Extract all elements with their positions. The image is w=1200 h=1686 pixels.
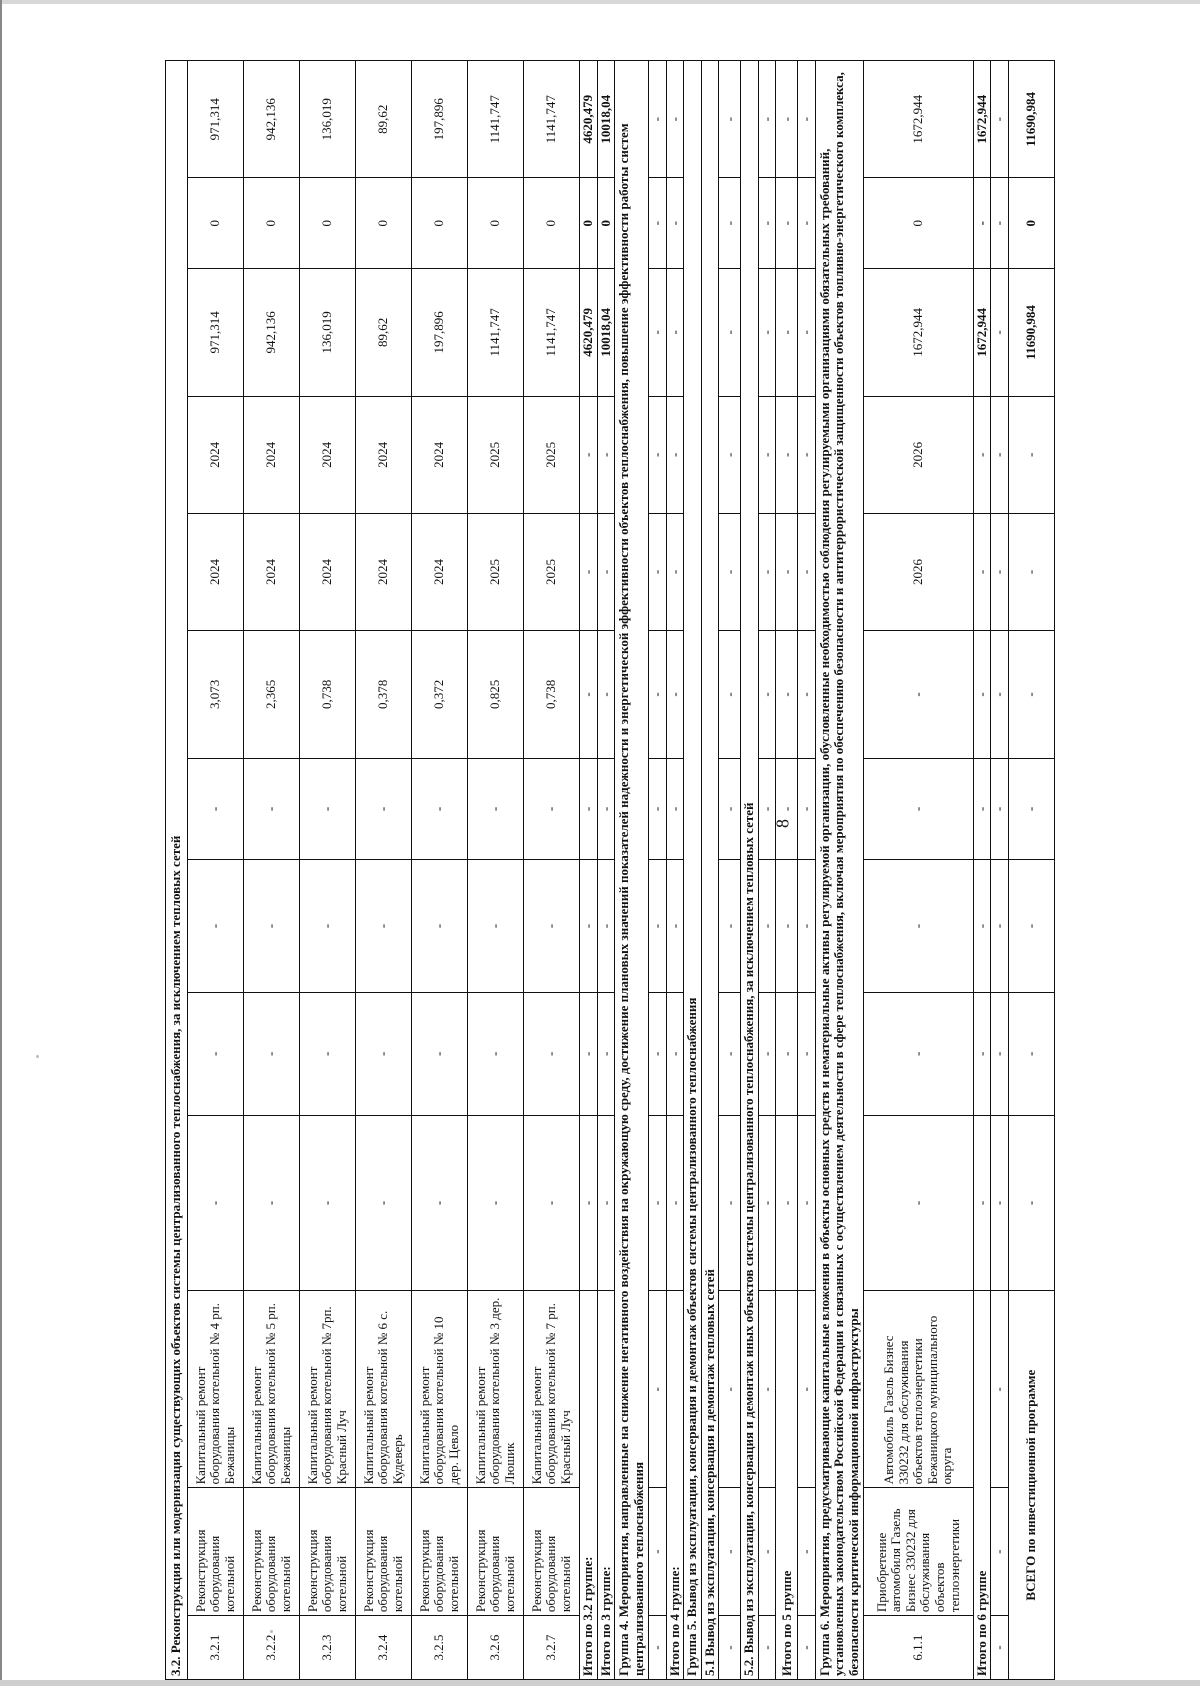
section-5-1-title: 5.1 Вывод из эксплуатации, консервация и демонтаж тепловых сетей bbox=[701, 61, 719, 1680]
cell-dash: - bbox=[758, 513, 776, 630]
cell-dash: - bbox=[719, 758, 741, 859]
cell-dash: - bbox=[597, 513, 615, 630]
row-desc: Капитальный ремонт оборудования котельной № 7рп. Красный Луч bbox=[300, 1291, 356, 1488]
cell-dash: - bbox=[244, 758, 300, 859]
row-zero: 0 bbox=[356, 178, 412, 269]
cell-dash: - bbox=[758, 758, 776, 859]
cell-dash: - bbox=[412, 859, 468, 992]
cell-dash: - bbox=[798, 1115, 816, 1291]
cell-dash: - bbox=[597, 859, 615, 992]
row-name: Реконструкция оборудования котельной bbox=[300, 1488, 356, 1616]
row-name: Реконструкция оборудования котельной bbox=[356, 1488, 412, 1616]
cell-dash: - bbox=[758, 993, 776, 1115]
row-value: 0,372 bbox=[412, 631, 468, 759]
cell-dash: - bbox=[798, 631, 816, 759]
cell-dash: - bbox=[649, 1616, 667, 1680]
total-6-zero: - bbox=[973, 178, 991, 269]
cell-dash: - bbox=[666, 268, 684, 396]
row-zero: 0 bbox=[863, 178, 973, 269]
cell-dash: - bbox=[719, 993, 741, 1115]
cell-dash: - bbox=[649, 758, 667, 859]
cell-dash: - bbox=[524, 993, 580, 1115]
cell-dash: - bbox=[666, 1115, 684, 1291]
table-row bbox=[244, 61, 300, 1680]
row-total: 1672,944 bbox=[863, 268, 973, 396]
cell-dash: - bbox=[649, 61, 667, 178]
cell-dash: - bbox=[991, 396, 1009, 513]
row-desc: Капитальный ремонт оборудования котельной № 3 дер. Люшик bbox=[468, 1291, 524, 1488]
row-zero: 0 bbox=[300, 178, 356, 269]
row-name: Реконструкция оборудования котельной bbox=[524, 1488, 580, 1616]
cell-dash: - bbox=[580, 1115, 598, 1291]
page-number: 8 bbox=[772, 819, 793, 828]
cell-dash: - bbox=[776, 178, 798, 269]
row-value: 0,825 bbox=[468, 631, 524, 759]
cell-dash: - bbox=[776, 758, 798, 859]
cell-dash: - bbox=[412, 758, 468, 859]
cell-dash: - bbox=[580, 859, 598, 992]
cell-dash: - bbox=[188, 993, 244, 1115]
cell-dash: - bbox=[776, 993, 798, 1115]
cell-dash: - bbox=[524, 859, 580, 992]
page-edge-left bbox=[0, 0, 2, 1686]
table-row bbox=[188, 61, 244, 1680]
table-row bbox=[524, 61, 580, 1680]
row-year-end: 2025 bbox=[524, 396, 580, 513]
total-3-2-last: 4620,479 bbox=[580, 61, 598, 178]
cell-dash: - bbox=[356, 859, 412, 992]
grand-total-last: 11690,984 bbox=[1009, 61, 1055, 178]
row-year-end: 2026 bbox=[863, 396, 973, 513]
cell-dash: - bbox=[244, 859, 300, 992]
row-year-start: 2026 bbox=[863, 513, 973, 630]
row-total: 1141,747 bbox=[468, 268, 524, 396]
cell-dash: - bbox=[1009, 1115, 1055, 1291]
row-name: Реконструкция оборудования котельной bbox=[468, 1488, 524, 1616]
cell-dash: - bbox=[991, 993, 1009, 1115]
section-3-2-title: 3.2. Реконструкция или модернизация существующих объектов системы централизованного теплоснабжения, за исключением тепловых сетей bbox=[166, 61, 188, 1680]
cell-dash: - bbox=[580, 993, 598, 1115]
cell-dash: - bbox=[758, 61, 776, 178]
row-year-end: 2024 bbox=[244, 396, 300, 513]
row-last: 942,136 bbox=[244, 61, 300, 178]
cell-dash: - bbox=[1009, 758, 1055, 859]
cell-dash: - bbox=[597, 758, 615, 859]
row-name: Приобретение автомобиля Газель Бизнес 330232 для обслуживания объектов теплоэнергетики bbox=[863, 1488, 973, 1616]
row-year-start: 2024 bbox=[188, 513, 244, 630]
row-name: Реконструкция оборудования котельной bbox=[188, 1488, 244, 1616]
cell-dash: - bbox=[666, 61, 684, 178]
row-id: 3.2.5 bbox=[412, 1616, 468, 1680]
cell-dash: - bbox=[991, 513, 1009, 630]
cell-dash: - bbox=[356, 993, 412, 1115]
cell-dash: - bbox=[719, 631, 741, 759]
cell-dash: - bbox=[188, 1115, 244, 1291]
table-body-rest bbox=[580, 61, 1055, 1680]
cell-dash: - bbox=[1009, 859, 1055, 992]
cell-dash: - bbox=[776, 859, 798, 992]
cell-dash: - bbox=[798, 993, 816, 1115]
cell-dash: - bbox=[991, 1115, 1009, 1291]
cell-dash: - bbox=[776, 396, 798, 513]
cell-dash: - bbox=[597, 993, 615, 1115]
row-desc: Капитальный ремонт оборудования котельной № 10 дер. Цевло bbox=[412, 1291, 468, 1488]
cell-dash: - bbox=[776, 1115, 798, 1291]
cell-dash: - bbox=[649, 268, 667, 396]
cell-dash: - bbox=[468, 993, 524, 1115]
cell-dash: - bbox=[244, 1115, 300, 1291]
group-5-empty-row bbox=[798, 61, 816, 1680]
page-edge-bottom bbox=[0, 1680, 1200, 1686]
grand-total-label: ВСЕГО по инвестиционной программе bbox=[1009, 1291, 1055, 1680]
row-year-end: 2024 bbox=[300, 396, 356, 513]
row-id: 3.2.7 bbox=[524, 1616, 580, 1680]
cell-dash: - bbox=[991, 178, 1009, 269]
cell-dash: - bbox=[991, 758, 1009, 859]
cell-dash: - bbox=[468, 859, 524, 992]
total-4-label: Итого по 4 группе: bbox=[666, 1291, 684, 1680]
row-last: 1141,747 bbox=[468, 61, 524, 178]
row-year-start: 2024 bbox=[412, 513, 468, 630]
table-row bbox=[468, 61, 524, 1680]
cell-dash: - bbox=[524, 758, 580, 859]
row-last: 971,314 bbox=[188, 61, 244, 178]
cell-dash: - bbox=[412, 993, 468, 1115]
cell-dash: - bbox=[798, 513, 816, 630]
cell-dash: - bbox=[300, 859, 356, 992]
cell-dash: - bbox=[798, 1291, 816, 1488]
cell-dash: - bbox=[973, 859, 991, 992]
row-last: 197,896 bbox=[412, 61, 468, 178]
scan-speck bbox=[36, 1055, 39, 1058]
group-6-title: Группа 6. Мероприятия, предусматривающие капитальные вложения в объекты основных средств и нематериальные активы регулируемой организации, обусловленные необходимостью соблюдения регулируемыми организациями обязательных требований, установленных законодательством Российской Федерации и связанных с осуществлением деятельности в сфере теплоснабжения, включая мероприятия по обеспечению безопасности и антитеррористической защищенности объектов топливно-энергетического комплекса, безопасности критической информационной инфраструктуры bbox=[815, 61, 863, 1680]
cell-dash: - bbox=[412, 1115, 468, 1291]
cell-dash: - bbox=[991, 859, 1009, 992]
cell-dash: - bbox=[666, 859, 684, 992]
row-total: 1141,747 bbox=[524, 268, 580, 396]
cell-dash: - bbox=[580, 396, 598, 513]
cell-dash: - bbox=[973, 513, 991, 630]
cell-dash: - bbox=[1009, 993, 1055, 1115]
cell-dash: - bbox=[991, 61, 1009, 178]
row-zero: 0 bbox=[468, 178, 524, 269]
row-desc: Капитальный ремонт оборудования котельной № 4 рп. Бежаницы bbox=[188, 1291, 244, 1488]
cell-dash: - bbox=[188, 758, 244, 859]
row-id: 3.2.3 bbox=[300, 1616, 356, 1680]
cell-dash: - bbox=[776, 268, 798, 396]
row-6-1-1 bbox=[863, 61, 973, 1680]
table-row bbox=[356, 61, 412, 1680]
cell-dash: - bbox=[758, 1616, 776, 1680]
row-last: 136,019 bbox=[300, 61, 356, 178]
cell-dash: - bbox=[758, 396, 776, 513]
cell-dash: - bbox=[973, 631, 991, 759]
row-value: 0,738 bbox=[300, 631, 356, 759]
cell-dash: - bbox=[991, 1616, 1009, 1680]
row-desc: Капитальный ремонт оборудования котельной № 7 рп. Красный Луч bbox=[524, 1291, 580, 1488]
row-year-end: 2024 bbox=[356, 396, 412, 513]
grand-total-sum: 11690,984 bbox=[1009, 268, 1055, 396]
cell-dash: - bbox=[649, 1291, 667, 1488]
row-zero: 0 bbox=[188, 178, 244, 269]
cell-dash: - bbox=[863, 859, 973, 992]
row-name: Реконструкция оборудования котельной bbox=[244, 1488, 300, 1616]
cell-dash: - bbox=[597, 1115, 615, 1291]
total-3-zero: 0 bbox=[597, 178, 615, 269]
cell-dash: - bbox=[758, 1291, 776, 1488]
cell-dash: - bbox=[863, 1115, 973, 1291]
cell-dash: - bbox=[719, 268, 741, 396]
cell-dash: - bbox=[758, 859, 776, 992]
cell-dash: - bbox=[991, 268, 1009, 396]
cell-dash: - bbox=[798, 1488, 816, 1616]
cell-dash: - bbox=[973, 993, 991, 1115]
cell-dash: - bbox=[244, 993, 300, 1115]
cell-dash: - bbox=[991, 1488, 1009, 1616]
row-year-start: 2024 bbox=[356, 513, 412, 630]
cell-dash: - bbox=[758, 1488, 776, 1616]
cell-dash: - bbox=[719, 513, 741, 630]
table-row bbox=[300, 61, 356, 1680]
row-zero: 0 bbox=[244, 178, 300, 269]
cell-dash: - bbox=[300, 1115, 356, 1291]
cell-dash: - bbox=[1009, 396, 1055, 513]
row-name: Реконструкция оборудования котельной bbox=[412, 1488, 468, 1616]
table-body bbox=[166, 61, 188, 1680]
row-last: 1672,944 bbox=[863, 61, 973, 178]
row-desc: Капитальный ремонт оборудования котельной № 6 с. Кудеверь bbox=[356, 1291, 412, 1488]
cell-dash: - bbox=[973, 758, 991, 859]
cell-dash: - bbox=[649, 993, 667, 1115]
group-4-empty-row bbox=[649, 61, 667, 1680]
row-last: 89,62 bbox=[356, 61, 412, 178]
row-year-end: 2024 bbox=[188, 396, 244, 513]
total-6-last: 1672,944 bbox=[973, 61, 991, 178]
cell-dash: - bbox=[666, 993, 684, 1115]
row-value: 0,378 bbox=[356, 631, 412, 759]
row-year-end: 2024 bbox=[412, 396, 468, 513]
section-5-2-empty-row bbox=[758, 61, 776, 1680]
total-3-last: 10018,04 bbox=[597, 61, 615, 178]
row-value: 2,365 bbox=[244, 631, 300, 759]
row-total: 89,62 bbox=[356, 268, 412, 396]
cell-dash: - bbox=[666, 513, 684, 630]
cell-dash: - bbox=[758, 1115, 776, 1291]
total-5-label: Итого по 5 группе bbox=[776, 1291, 798, 1680]
cell-dash: - bbox=[188, 859, 244, 992]
cell-dash: - bbox=[798, 859, 816, 992]
total-6-label: Итого по 6 группе bbox=[973, 1291, 991, 1680]
section-5-1-empty-row bbox=[719, 61, 741, 1680]
cell-dash: - bbox=[649, 631, 667, 759]
row-id: 3.2.1 bbox=[188, 1616, 244, 1680]
section-5-2-title: 5.2. Вывод из эксплуатации, консервация и демонтаж иных объектов системы централизованного теплоснабжения, за исключением тепловых сетей bbox=[741, 61, 759, 1680]
rows-3-2 bbox=[188, 61, 580, 1680]
cell-dash: - bbox=[798, 61, 816, 178]
cell-dash: - bbox=[356, 1115, 412, 1291]
row-last: 1141,747 bbox=[524, 61, 580, 178]
cell-dash: - bbox=[597, 396, 615, 513]
cell-dash: - bbox=[719, 1291, 741, 1488]
cell-dash: - bbox=[580, 631, 598, 759]
cell-dash: - bbox=[776, 61, 798, 178]
cell-dash: - bbox=[798, 1616, 816, 1680]
cell-dash: - bbox=[991, 1291, 1009, 1488]
investment-program-table bbox=[165, 60, 1055, 1680]
row-id: 6.1.1 bbox=[863, 1616, 973, 1680]
cell-dash: - bbox=[300, 758, 356, 859]
row-zero: 0 bbox=[412, 178, 468, 269]
table-row bbox=[412, 61, 468, 1680]
row-value: 0,738 bbox=[524, 631, 580, 759]
cell-dash: - bbox=[758, 178, 776, 269]
row-value: 3,073 bbox=[188, 631, 244, 759]
row-year-start: 2024 bbox=[244, 513, 300, 630]
cell-dash: - bbox=[973, 1115, 991, 1291]
cell-dash: - bbox=[863, 993, 973, 1115]
cell-dash: - bbox=[776, 513, 798, 630]
row-year-start: 2025 bbox=[468, 513, 524, 630]
cell-dash: - bbox=[649, 859, 667, 992]
cell-dash: - bbox=[719, 859, 741, 992]
cell-dash: - bbox=[356, 758, 412, 859]
total-3-sum: 10018,04 bbox=[597, 268, 615, 396]
cell-dash: - bbox=[649, 513, 667, 630]
group-6-empty-row bbox=[991, 61, 1009, 1680]
cell-dash: - bbox=[863, 631, 973, 759]
row-id: 3.2.2 bbox=[244, 1616, 300, 1680]
cell-dash: - bbox=[758, 268, 776, 396]
row-zero: 0 bbox=[524, 178, 580, 269]
rotated-table-wrapper bbox=[165, 60, 1045, 1680]
total-3-2-sum: 4620,479 bbox=[580, 268, 598, 396]
cell-dash: - bbox=[649, 1115, 667, 1291]
row-total: 971,314 bbox=[188, 268, 244, 396]
cell-dash: - bbox=[649, 178, 667, 269]
cell-dash: - bbox=[666, 758, 684, 859]
cell-dash: - bbox=[719, 396, 741, 513]
row-desc: Капитальный ремонт оборудования котельной № 5 рп. Бежаницы bbox=[244, 1291, 300, 1488]
row-year-end: 2025 bbox=[468, 396, 524, 513]
page-edge-top bbox=[0, 0, 1200, 4]
row-total: 136,019 bbox=[300, 268, 356, 396]
row-total: 942,136 bbox=[244, 268, 300, 396]
cell-dash: - bbox=[580, 513, 598, 630]
cell-dash: - bbox=[798, 758, 816, 859]
cell-dash: - bbox=[649, 1488, 667, 1616]
row-id: 3.2.4 bbox=[356, 1616, 412, 1680]
row-year-start: 2025 bbox=[524, 513, 580, 630]
group-4-title: Группа 4. Мероприятия, направленные на снижение негативного воздействия на окружающую среду, достижение плановых значений показателей надежности и энергетической эффективности объектов теплоснабжения, повышение эффективности работы систем централизованного теплоснабжения bbox=[615, 61, 649, 1680]
cell-dash: - bbox=[776, 631, 798, 759]
cell-dash: - bbox=[863, 758, 973, 859]
row-total: 197,896 bbox=[412, 268, 468, 396]
cell-dash: - bbox=[798, 268, 816, 396]
total-3-label: Итого по 3 группе: bbox=[597, 1291, 615, 1680]
group-5-title: Группа 5. Вывод из эксплуатации, консервация и демонтаж объектов системы централизованного теплоснабжения bbox=[684, 61, 702, 1680]
cell-dash: - bbox=[649, 396, 667, 513]
cell-dash: - bbox=[991, 631, 1009, 759]
cell-dash: - bbox=[1009, 513, 1055, 630]
total-3-2-zero: 0 bbox=[580, 178, 598, 269]
row-id: 3.2.6 bbox=[468, 1616, 524, 1680]
cell-dash: - bbox=[758, 631, 776, 759]
cell-dash: - bbox=[719, 1115, 741, 1291]
row-year-start: 2024 bbox=[300, 513, 356, 630]
cell-dash: - bbox=[719, 61, 741, 178]
cell-dash: - bbox=[524, 1115, 580, 1291]
cell-dash: - bbox=[798, 178, 816, 269]
cell-dash: - bbox=[666, 178, 684, 269]
total-3-2-label: Итого по 3.2 группе: bbox=[580, 1291, 598, 1680]
cell-dash: - bbox=[597, 631, 615, 759]
total-6-sum: 1672,944 bbox=[973, 268, 991, 396]
cell-dash: - bbox=[719, 178, 741, 269]
cell-dash: - bbox=[973, 396, 991, 513]
grand-total-zero: 0 bbox=[1009, 178, 1055, 269]
cell-dash: - bbox=[468, 758, 524, 859]
cell-dash: - bbox=[580, 758, 598, 859]
cell-dash: - bbox=[719, 1488, 741, 1616]
cell-dash: - bbox=[666, 396, 684, 513]
cell-dash: - bbox=[1009, 631, 1055, 759]
cell-dash: - bbox=[666, 631, 684, 759]
cell-dash: - bbox=[798, 396, 816, 513]
cell-dash: - bbox=[719, 1616, 741, 1680]
row-desc: Автомобиль Газель Бизнес 330232 для обслуживания объектов теплоэнергетики Бежаницкого муниципального округа bbox=[863, 1291, 973, 1488]
cell-dash: - bbox=[300, 993, 356, 1115]
cell-dash: - bbox=[468, 1115, 524, 1291]
